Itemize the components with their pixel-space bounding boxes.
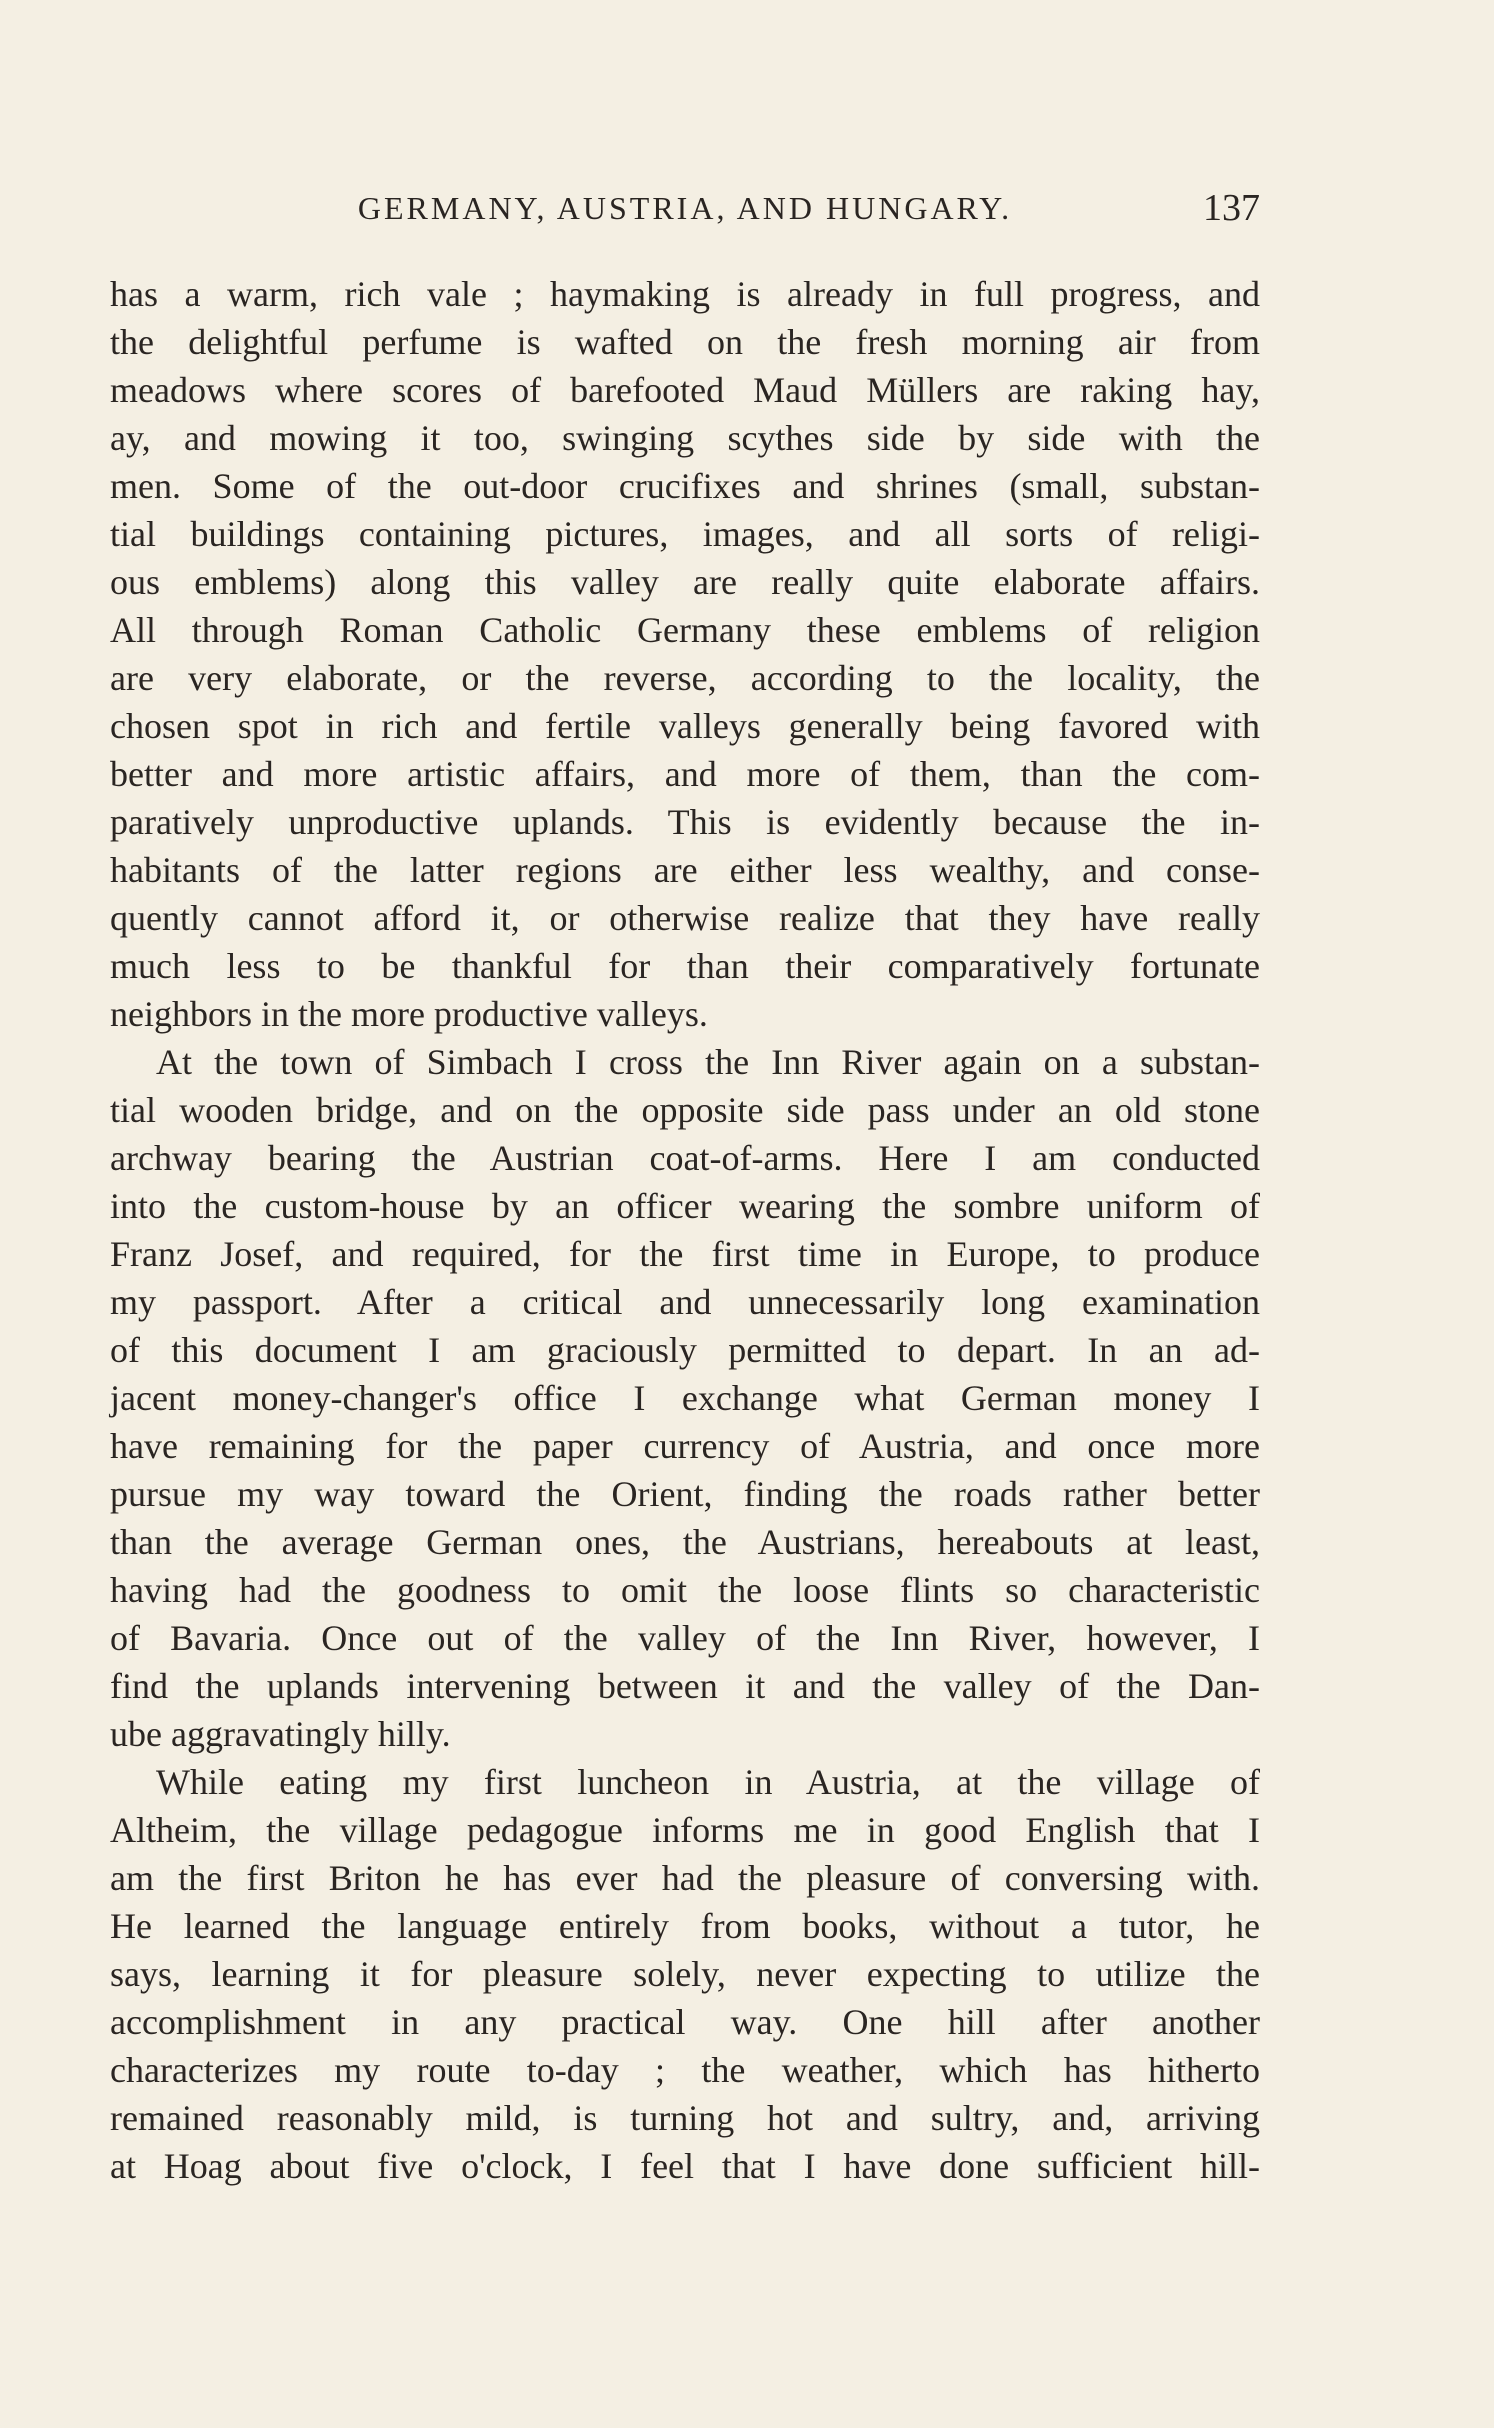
text-line: ay, and mowing it too, swinging scythes side by side with the <box>110 418 1260 458</box>
paragraph-start-line: While eating my first luncheon in Austria, at the village of <box>156 1762 1260 1802</box>
text-line: have remaining for the paper currency of Austria, and once more <box>110 1426 1260 1466</box>
text-line: than the average German ones, the Austrians, hereabouts at least, <box>110 1522 1260 1562</box>
text-line: men. Some of the out-door crucifixes and shrines (small, substan- <box>110 466 1260 506</box>
text-line: characterizes my route to-day ; the weather, which has hitherto <box>110 2050 1260 2090</box>
text-line: accomplishment in any practical way. One hill after another <box>110 2002 1260 2042</box>
text-line: ous emblems) along this valley are really quite elaborate affairs. <box>110 562 1260 602</box>
paragraph-end-line: ube aggravatingly hilly. <box>110 1714 451 1754</box>
text-line: chosen spot in rich and fertile valleys generally being favored with <box>110 706 1260 746</box>
text-line: having had the goodness to omit the loose flints so characteristic <box>110 1570 1260 1610</box>
running-title: GERMANY, AUSTRIA, AND HUNGARY. <box>357 190 1013 226</box>
text-line: jacent money-changer's office I exchange what German money I <box>110 1378 1260 1418</box>
text-line: He learned the language entirely from books, without a tutor, he <box>110 1906 1260 1946</box>
text-line: habitants of the latter regions are either less wealthy, and conse- <box>110 850 1260 890</box>
text-line: at Hoag about five o'clock, I feel that I have done sufficient hill- <box>110 2146 1260 2186</box>
text-line: into the custom-house by an officer wearing the sombre uniform of <box>110 1186 1260 1226</box>
text-line: much less to be thankful for than their comparatively fortunate <box>110 946 1260 986</box>
paragraph-end-line: neighbors in the more productive valleys. <box>110 994 708 1034</box>
page-number: 137 <box>1203 187 1260 229</box>
text-line: my passport. After a critical and unnecessarily long examination <box>110 1282 1260 1322</box>
text-line: meadows where scores of barefooted Maud Müllers are raking hay, <box>110 370 1260 410</box>
text-line: of this document I am graciously permitted to depart. In an ad- <box>110 1330 1260 1370</box>
text-line: archway bearing the Austrian coat-of-arms. Here I am conducted <box>110 1138 1260 1178</box>
text-line: of Bavaria. Once out of the valley of the Inn River, however, I <box>110 1618 1260 1658</box>
text-line: All through Roman Catholic Germany these emblems of religion <box>110 610 1260 650</box>
text-line: says, learning it for pleasure solely, never expecting to utilize the <box>110 1954 1260 1994</box>
text-line: am the first Briton he has ever had the pleasure of conversing with. <box>110 1858 1260 1898</box>
running-head <box>110 180 1260 240</box>
body-text <box>110 270 1260 2190</box>
text-line: has a warm, rich vale ; haymaking is already in full progress, and <box>110 274 1260 314</box>
text-line: remained reasonably mild, is turning hot and sultry, and, arriving <box>110 2098 1260 2138</box>
paragraph-start-line: At the town of Simbach I cross the Inn River again on a substan- <box>156 1042 1260 1082</box>
text-line: better and more artistic affairs, and more of them, than the com- <box>110 754 1260 794</box>
text-line: are very elaborate, or the reverse, according to the locality, the <box>110 658 1260 698</box>
text-line: pursue my way toward the Orient, finding the roads rather better <box>110 1474 1260 1514</box>
text-line: the delightful perfume is wafted on the fresh morning air from <box>110 322 1260 362</box>
text-line: paratively unproductive uplands. This is evidently because the in- <box>110 802 1260 842</box>
text-line: Altheim, the village pedagogue informs me in good English that I <box>110 1810 1260 1850</box>
text-line: tial wooden bridge, and on the opposite side pass under an old stone <box>110 1090 1260 1130</box>
text-line: quently cannot afford it, or otherwise realize that they have really <box>110 898 1260 938</box>
book-page <box>110 180 1260 2190</box>
text-line: find the uplands intervening between it and the valley of the Dan- <box>110 1666 1260 1706</box>
text-line: Franz Josef, and required, for the first time in Europe, to produce <box>110 1234 1260 1274</box>
text-line: tial buildings containing pictures, images, and all sorts of religi- <box>110 514 1260 554</box>
